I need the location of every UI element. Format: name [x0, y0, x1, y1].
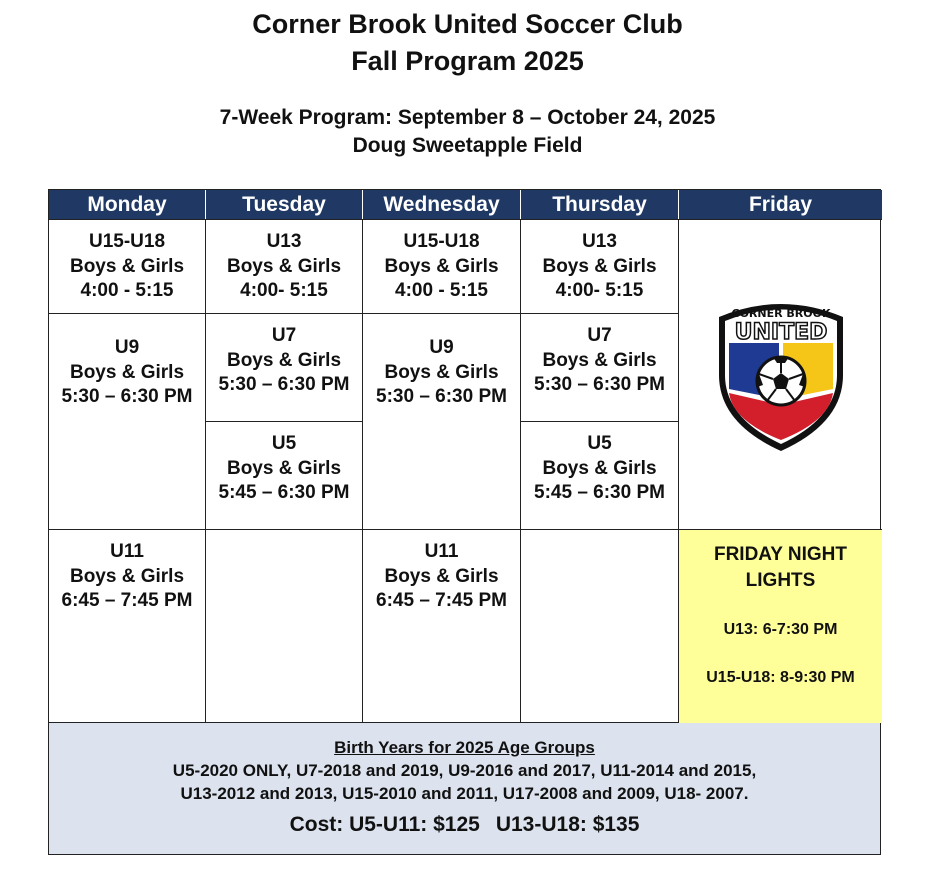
logo-text-main: UNITED: [734, 319, 827, 345]
program-dates: 7-Week Program: September 8 – October 24, 2025: [219, 106, 716, 129]
session-who: Boys & Girls: [384, 361, 499, 383]
day-header-thursday: Thursday: [521, 190, 679, 219]
session-time: 5:30 – 6:30 PM: [218, 374, 350, 395]
title-line-2: Fall Program 2025: [351, 46, 584, 76]
session-who: Boys & Girls: [69, 565, 185, 587]
title-line-1: Corner Brook United Soccer Club: [252, 9, 683, 39]
session-mon-u15-u18: [49, 219, 206, 313]
session-thu-u5: [521, 421, 679, 529]
logo-text-top: CORNER BROOK: [731, 306, 830, 320]
fnl-u15-u18-time: U15-U18: 8-9:30 PM: [706, 669, 855, 686]
session-who: Boys & Girls: [542, 457, 657, 479]
session-tue-u13: [206, 219, 363, 313]
birth-years-line-2: U13-2012 and 2013, U15-2010 and 2011, U17-2008 and 2009, U18- 2007.: [180, 784, 749, 803]
day-header-monday: Monday: [49, 190, 206, 219]
session-tue-u7: [206, 313, 363, 421]
session-time: 5:45 – 6:30 PM: [534, 482, 665, 503]
birth-years-heading: Birth Years for 2025 Age Groups: [334, 738, 595, 757]
club-crest-icon: [711, 295, 851, 455]
day-header-tuesday: Tuesday: [206, 190, 363, 219]
birth-years-footer: [48, 723, 881, 855]
fnl-heading-line2: LIGHTS: [745, 570, 816, 591]
session-group: U9: [114, 337, 140, 358]
session-time: 4:00- 5:15: [555, 280, 644, 301]
session-group: U11: [110, 541, 144, 562]
session-who: Boys & Girls: [542, 255, 657, 277]
session-group: U7: [587, 325, 612, 346]
club-logo-cell: [679, 219, 882, 529]
session-time: 4:00- 5:15: [240, 280, 328, 301]
session-who: Boys & Girls: [69, 255, 185, 277]
cost-u5-u11: Cost: U5-U11: $125: [289, 813, 480, 836]
session-time: 6:45 – 7:45 PM: [61, 590, 193, 611]
session-group: U11: [424, 541, 459, 562]
session-who: Boys & Girls: [226, 457, 342, 479]
session-group: U15-U18: [403, 231, 480, 252]
session-tue-u5: [206, 421, 363, 529]
session-group: U13: [582, 231, 617, 252]
session-group: U7: [271, 325, 297, 346]
session-wed-u9: [363, 313, 521, 529]
session-time: 5:45 – 6:30 PM: [218, 482, 350, 503]
session-group: U5: [271, 433, 297, 454]
birth-years-line-1: U5-2020 ONLY, U7-2018 and 2019, U9-2016 and 2017, U11-2014 and 2015,: [172, 761, 757, 780]
session-time: 4:00 - 5:15: [80, 280, 174, 301]
session-wed-u15-u18: [363, 219, 521, 313]
session-who: Boys & Girls: [384, 565, 499, 587]
session-tue-empty: [206, 529, 363, 724]
session-time: 6:45 – 7:45 PM: [376, 590, 507, 611]
session-time: 5:30 – 6:30 PM: [61, 386, 193, 407]
session-time: 4:00 - 5:15: [395, 280, 488, 301]
session-thu-empty: [521, 529, 679, 724]
cost-line: [49, 811, 880, 839]
session-thu-u7: [521, 313, 679, 421]
friday-night-lights: [679, 529, 882, 724]
day-header-friday: Friday: [679, 190, 882, 219]
session-mon-u9: [49, 313, 206, 529]
session-time: 5:30 – 6:30 PM: [534, 374, 665, 395]
session-who: Boys & Girls: [226, 349, 342, 371]
session-who: Boys & Girls: [384, 255, 499, 277]
session-who: Boys & Girls: [226, 255, 342, 277]
session-who: Boys & Girls: [542, 349, 657, 371]
fnl-u13-time: U13: 6-7:30 PM: [723, 621, 838, 638]
session-group: U13: [266, 231, 302, 252]
fnl-heading-line1: FRIDAY NIGHT: [713, 544, 848, 565]
session-group: U9: [429, 337, 454, 358]
session-thu-u13: [521, 219, 679, 313]
session-wed-u11: [363, 529, 521, 724]
session-group: U15-U18: [88, 231, 166, 252]
session-group: U5: [587, 433, 612, 454]
session-who: Boys & Girls: [69, 361, 185, 383]
session-mon-u11: [49, 529, 206, 724]
day-header-wednesday: Wednesday: [363, 190, 521, 219]
cost-u13-u18: U13-U18: $135: [495, 813, 640, 836]
session-time: 5:30 – 6:30 PM: [376, 386, 507, 407]
schedule-table: [48, 189, 881, 723]
field-location: Doug Sweetapple Field: [352, 134, 583, 157]
